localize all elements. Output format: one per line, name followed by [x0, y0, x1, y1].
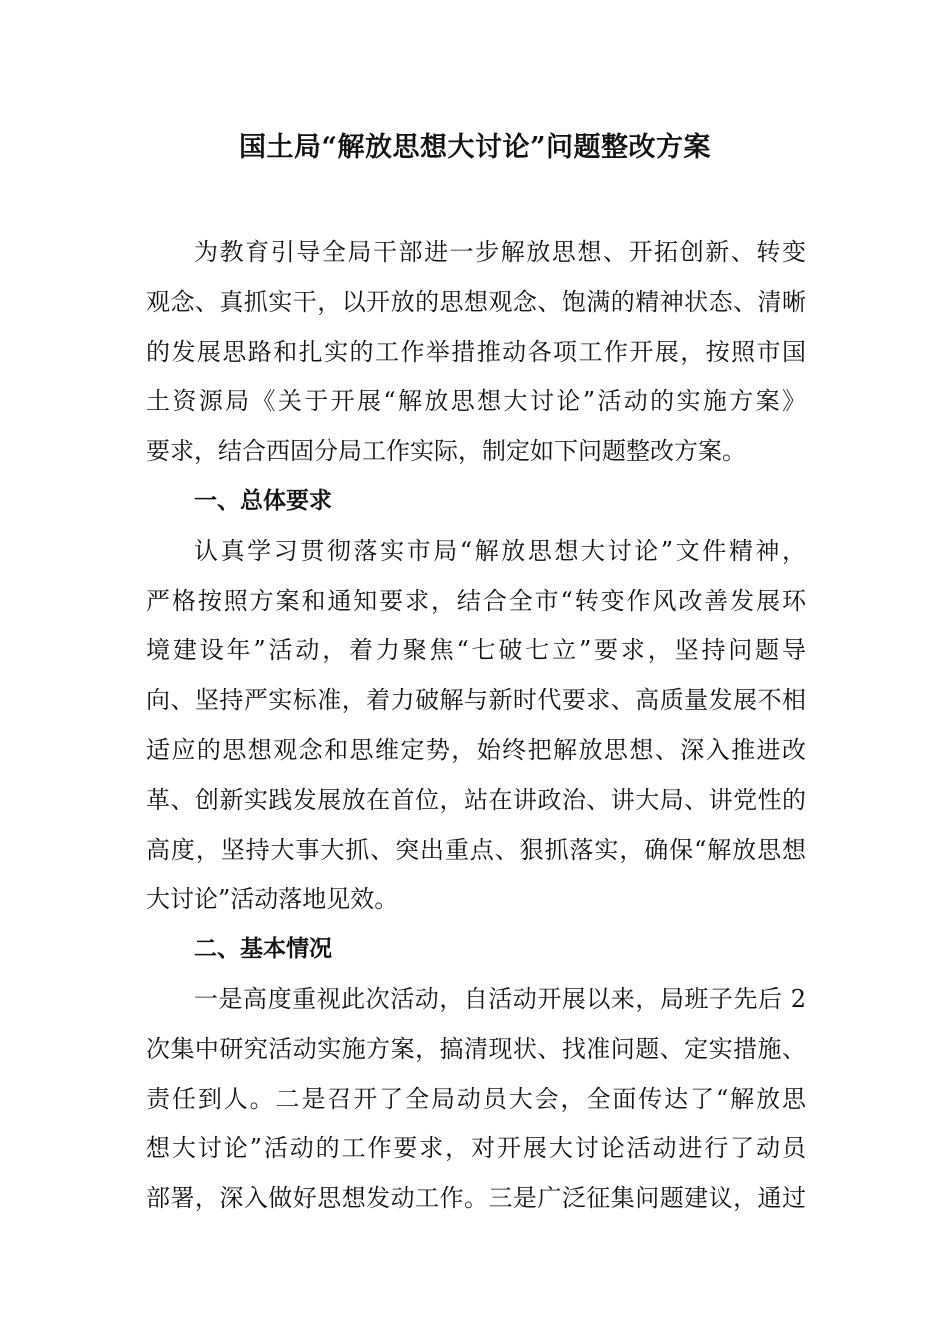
- paragraph-line: 要求，结合西固分局工作实际，制定如下问题整改方案。: [146, 437, 746, 466]
- paragraph-line: 向、坚持严实标准，着力破解与新时代要求、高质量发展不相: [146, 686, 806, 715]
- paragraph-line: 观念、真抓实干，以开放的思想观念、饱满的精神状态、清晰: [146, 287, 806, 316]
- paragraph-line: 认真学习贯彻落实市局“解放思想大讨论”文件精神，: [194, 536, 806, 565]
- paragraph-line: 的发展思路和扎实的工作举措推动各项工作开展，按照市国: [146, 337, 806, 366]
- paragraph-line: 次集中研究活动实施方案，搞清现状、找准问题、定实措施、: [146, 1034, 806, 1063]
- document-body: [146, 228, 806, 1224]
- paragraph-line: 大讨论”活动落地见效。: [146, 885, 399, 914]
- paragraph-line: 责任到人。二是召开了全局动员大会，全面传达了“解放思: [146, 1084, 806, 1113]
- paragraph-line: 一是高度重视此次活动，自活动开展以来，局班子先后 2: [194, 984, 806, 1013]
- document-title: 国土局“解放思想大讨论”问题整改方案: [238, 132, 712, 163]
- paragraph-line: 高度，坚持大事大抓、突出重点、狠抓落实，确保“解放思想: [146, 835, 806, 864]
- paragraph-line: 境建设年”活动，着力聚焦“七破七立”要求，坚持问题导: [146, 636, 806, 665]
- paragraph-line: 严格按照方案和通知要求，结合全市“转变作风改善发展环: [146, 586, 806, 615]
- section-heading-basic-situation: 二、基本情况: [194, 936, 332, 963]
- paragraph-line: 为教育引导全局干部进一步解放思想、开拓创新、转变: [194, 238, 806, 266]
- paragraph-line: 部署，深入做好思想发动工作。三是广泛征集问题建议，通过: [146, 1184, 806, 1213]
- paragraph-line: 革、创新实践发展放在首位，站在讲政治、讲大局、讲党性的: [146, 785, 806, 814]
- section-heading-overall-requirements: 一、总体要求: [194, 487, 332, 514]
- paragraph-line: 土资源局《关于开展“解放思想大讨论”活动的实施方案》: [146, 387, 806, 416]
- paragraph-line: 想大讨论”活动的工作要求，对开展大讨论活动进行了动员: [146, 1134, 806, 1163]
- paragraph-line: 适应的思想观念和思维定势，始终把解放思想、深入推进改: [146, 735, 806, 764]
